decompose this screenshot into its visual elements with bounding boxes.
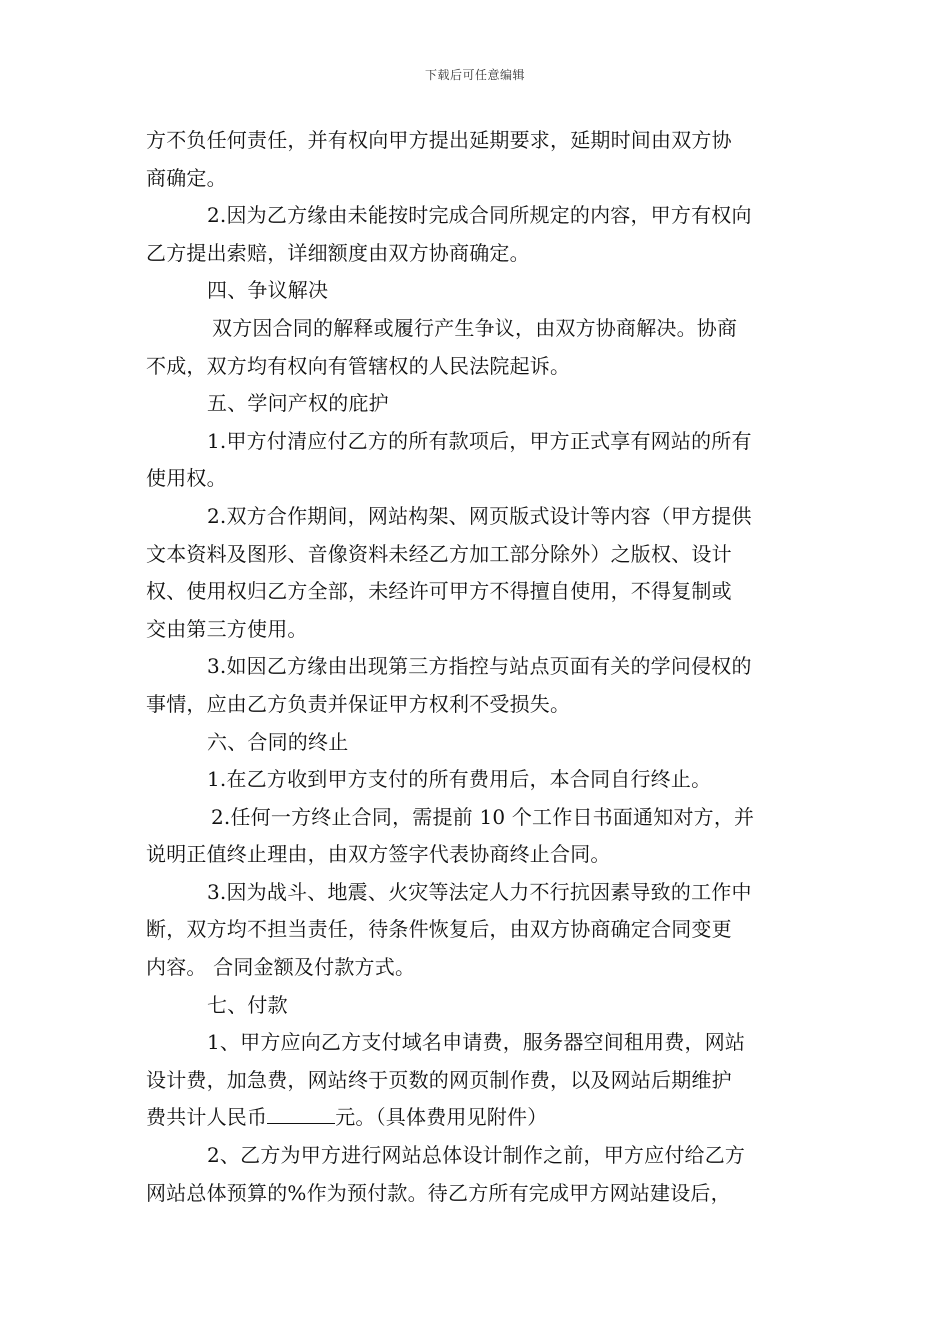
text-line: 方不负任何责任，并有权向甲方提出延期要求，延期时间由双方协 (146, 128, 732, 152)
text-line: 文本资料及图形、音像资料未经乙方加工部分除外）之版权、设计 (146, 541, 732, 566)
text-line: 网站总体预算的%作为预付款。待乙方所有完成甲方网站建设后， (146, 1180, 731, 1205)
section-heading: 四、争议解决 (207, 278, 329, 303)
clause-paragraph: 1.在乙方收到甲方支付的所有费用后，本合同自行终止。 (207, 767, 712, 792)
contract-body (146, 122, 810, 1212)
clause-paragraph: 双方因合同的解释或履行产生争议，由双方协商解决。协商 (212, 315, 738, 340)
text-line: 内容。 合同金额及付款方式。 (146, 955, 416, 980)
clause-paragraph: 1.甲方付清应付乙方的所有款项后，甲方正式享有网站的所有 (207, 428, 752, 453)
clause-paragraph: 2.双方合作期间，网站构架、网页版式设计等内容（甲方提供 (207, 503, 752, 528)
text-line: 事情，应由乙方负责并保证甲方权利不受损失。 (146, 691, 571, 716)
text-line: 乙方提出索赔，详细额度由双方协商确定。 (146, 240, 530, 265)
amount-suffix: 元。（具体费用见附件） (335, 1105, 548, 1130)
clause-paragraph: 2.任何一方终止合同，需提前 10 个工作日书面通知对方，并 (211, 804, 755, 829)
clause-paragraph: 2、乙方为甲方进行网站总体设计制作之前，甲方应付给乙方 (207, 1143, 746, 1168)
amount-blank-underline (267, 1101, 335, 1124)
text-line: 商确定。 (146, 165, 227, 190)
text-line-with-blank (146, 1099, 810, 1137)
text-line: 不成，双方均有权向有管辖权的人民法院起诉。 (146, 353, 571, 378)
text-line: 断，双方均不担当责任，待条件恢复后，由双方协商确定合同变更 (146, 917, 732, 942)
section-heading: 六、合同的终止 (207, 729, 349, 754)
text-line: 权、使用权归乙方全部，未经许可甲方不得擅自使用，不得复制或 (146, 579, 732, 604)
page-header-note: 下载后可任意编辑 (424, 68, 525, 82)
clause-paragraph: 1、甲方应向乙方支付域名申请费，服务器空间租用费，网站 (207, 1030, 746, 1055)
section-heading: 五、学问产权的庇护 (207, 391, 389, 416)
text-line: 交由第三方使用。 (146, 616, 308, 641)
text-line: 说明正值终止理由，由双方签字代表协商终止合同。 (146, 842, 611, 867)
section-heading: 七、付款 (207, 992, 288, 1017)
amount-prefix: 费共计人民币 (146, 1105, 268, 1130)
clause-paragraph: 2.因为乙方缘由未能按时完成合同所规定的内容，甲方有权向 (207, 203, 752, 228)
clause-paragraph: 3.如因乙方缘由出现第三方指控与站点页面有关的学问侵权的 (207, 654, 752, 679)
text-line: 使用权。 (146, 466, 227, 491)
text-line: 设计费，加急费，网站终于页数的网页制作费，以及网站后期维护 (146, 1067, 732, 1092)
clause-paragraph: 3.因为战斗、地震、火灾等法定人力不行抗因素导致的工作中 (207, 879, 752, 904)
